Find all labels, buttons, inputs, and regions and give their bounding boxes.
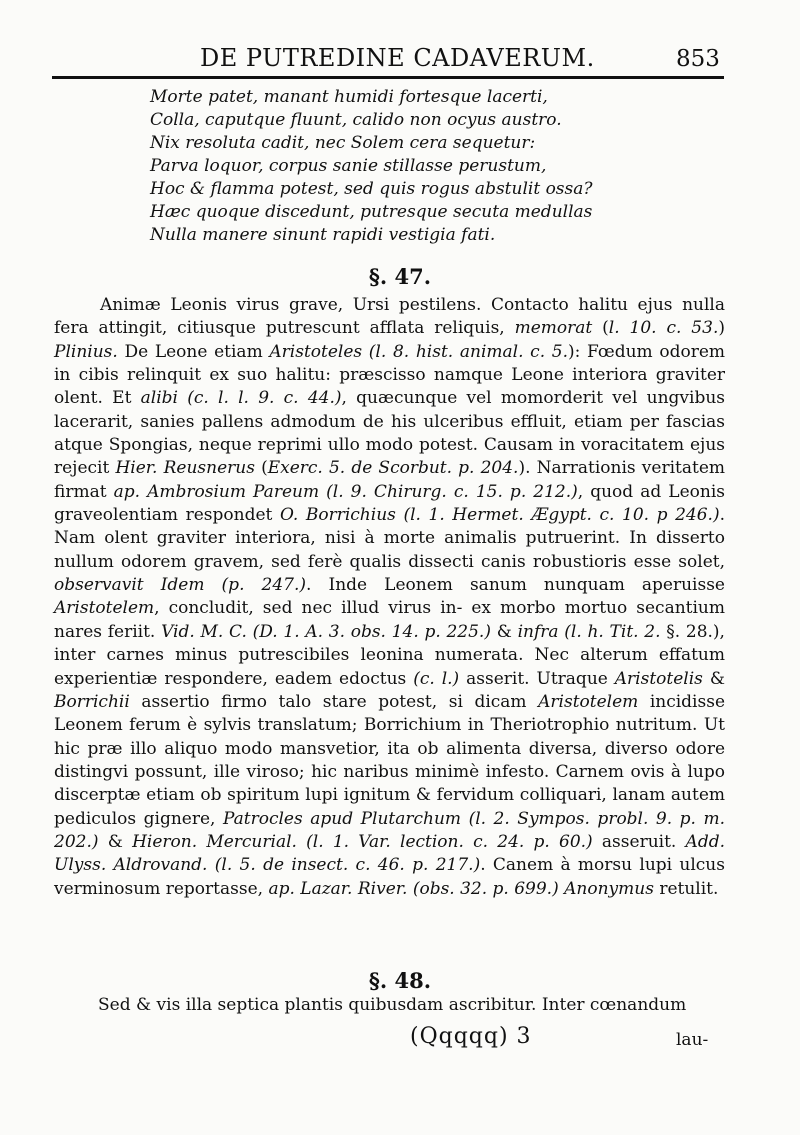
text-run: . Nam olent graviter interiora, nisi à morte animalis putruerint. In disserto nullum odorem gravem, sed ferè qualis dissecti canis robustioris esse solet, [54,505,725,572]
italic-citation: ap. Ambrosium Pareum (l. 9. Chirurg. c. 15. p. 212.) [113,481,578,502]
italic-citation: memorat [514,318,593,339]
italic-citation: Aristotelis [614,668,703,689]
italic-citation: infra (l. h. Tit. 2. [517,621,661,642]
italic-citation: Aristotelem [538,691,639,712]
italic-citation: Plinius. [54,341,118,362]
italic-citation: l. 10. c. 53. [608,318,719,339]
italic-citation: Aristotelem [54,598,155,619]
text-run: asseruit. [592,831,686,852]
verse-line: Colla, caputque fluunt, calido non ocyus austro. [150,110,562,130]
verse-line: Nix resoluta cadit, nec Solem cera sequetur: [150,133,536,153]
text-run: ( [254,458,268,479]
verse-line: Parva loquor, corpus sanie stillasse perustum, [150,156,547,176]
italic-citation: ap. Lazar. River. (obs. 32. p. 699.) Anonymus [268,878,654,899]
italic-citation: O. Borrichius (l. 1. Hermet. Ægypt. c. 10. p 246.) [279,505,720,526]
signature-mark: (Qqqqq) 3 [410,1024,532,1049]
text-run: ( [592,318,609,339]
text-run: & [98,831,133,852]
text-run: ). Narrationis veritatem firmat [54,458,725,502]
text-run: incidisse Leonem ferum è sylvis translatum; Borrichium in Theriotrophio nutritum. Ut hic præ illo aliquo modo mansvetior, ita ob alimenta diversa, diverso odore distingvi possunt, ille viroso; hic naribus minimè infesto. Carnem ovis à lupo discerptæ etiam ob spiritum lupi ignitum & fervidum colliquari, lanam autem pediculos gignere, [54,691,726,829]
text-run: . Inde Leonem sanum nunquam aperuisse [306,575,725,596]
italic-citation: Aristoteles (l. 8. hist. animal. c. 5. [269,341,568,362]
section-48-first-line: Sed & vis illa septica plantis quibusdam ascribitur. Inter cœnandum [98,995,687,1015]
text-run: De Leone etiam [117,341,270,362]
text-run: ) [718,318,725,339]
verse-line: Morte patet, manant humidi fortesque lacerti, [150,87,548,107]
italic-citation: Hieron. Mercurial. (l. 1. Var. lection. c. 24. p. 60.) [132,831,593,852]
text-run: & [702,668,725,689]
text-run: assertio firmo talo stare potest, si dicam [129,691,539,712]
text-run: , quæcunque vel momorderit vel ungvibus lacerarit, sanies pallens admodum de his ulceribus effluit, etiam per fascias atque Spongias, neque reprimi ullo modo potest. Causam in voracitatem ejus rejecit [54,388,725,479]
section-47-paragraph [54,294,725,901]
italic-citation: Vid. M. C. (D. 1. A. 3. obs. 14. p. 225.) [161,621,491,642]
text-run: §. 28.), inter carnes minus putrescibiles leonina numerata. Nec alterum effatum experientiæ respondere, eadem edoctus [54,621,725,689]
text-run: asserit. Utraque [459,668,615,689]
catchword: lau- [676,1030,709,1050]
section-heading-47: §. 47. [368,264,432,289]
page-header [0,40,800,80]
text-run: . Canem à morsu lupi ulcus verminosum reportasse, [54,855,725,899]
text-run: Animæ Leonis virus grave, Ursi pestilens. Contacto halitu ejus nulla fera attingit, citiusque putrescunt afflata reliquis, [54,295,725,339]
verse-line: Nulla manere sinunt rapidi vestigia fati. [150,225,496,245]
italic-citation: Patrocles apud Plutarchum (l. 2. Sympos. probl. 9. p. m. 202.) [54,808,725,852]
italic-citation: Exerc. 5. de Scorbut. p. 204. [267,458,519,479]
verse-quotation [150,86,710,247]
running-title: DE PUTREDINE CADAVERUM. [200,44,595,72]
text-run: , quod ad Leonis graveolentiam respondet [54,481,725,526]
page-number: 853 [676,46,720,72]
text-run: & [490,621,518,642]
text-run: retulit. [653,878,719,899]
header-rule [52,76,724,79]
verse-line: Hoc & flamma potest, sed quis rogus abstulit ossa? [150,179,593,199]
italic-citation: Add. Ulyss. Aldrovand. (l. 5. de insect. c. 46. p. 217.) [54,831,725,876]
italic-citation: observavit Idem (p. 247.) [54,575,307,596]
text-run: , concludit, sed nec illud virus in- ex morbo mortuo secantium nares feriit. [54,598,725,642]
italic-citation: (c. l.) [413,668,460,689]
section-heading-48: §. 48. [368,968,432,993]
text-run: ): Fœdum odorem in cibis relinquit ex suo halitu: præscisso namque Leone interiora graviter olent. Et [54,341,726,409]
italic-citation: Hier. Reusnerus [115,458,255,479]
italic-citation: Borrichii [54,691,130,712]
italic-citation: alibi (c. l. l. 9. c. 44.) [140,388,342,409]
section-47-body [54,294,725,901]
verse-line: Hæc quoque discedunt, putresque secuta medullas [150,202,593,222]
